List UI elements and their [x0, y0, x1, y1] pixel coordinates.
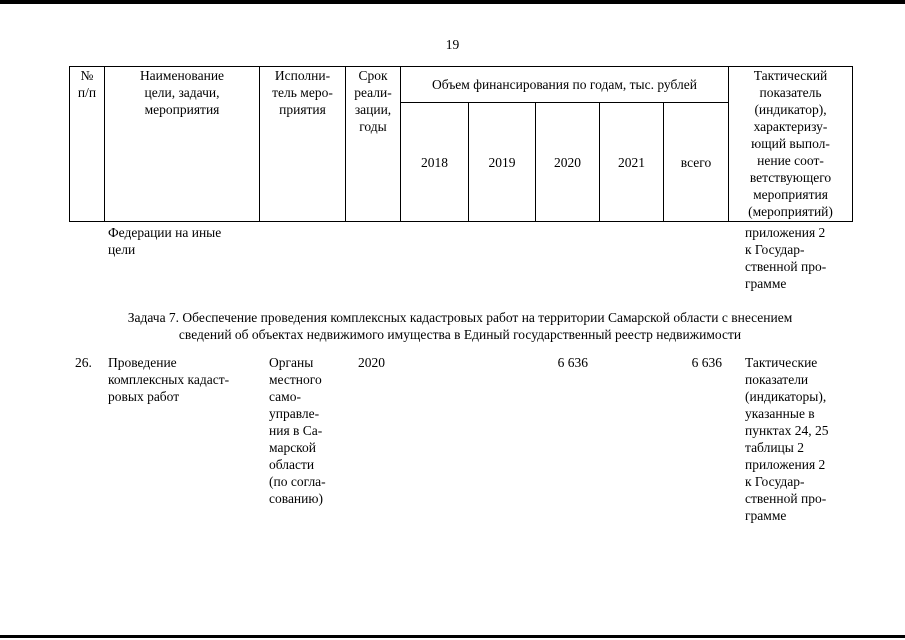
page-number: 19 — [445, 37, 460, 52]
row26-indicator: Тактические показатели (индикаторы), указанные в пунктах 24, 25 таблицы 2 приложения 2 к Государ- ственной про- грамме — [745, 355, 829, 523]
top-border-rule — [0, 0, 905, 4]
header-financing: Объем финансирования по годам, тыс. рублей — [401, 67, 729, 103]
row26-name: Проведение комплексных кадаст- ровых работ — [108, 355, 230, 404]
header-total: всего — [664, 103, 729, 222]
continuation-indicator: приложения 2 к Государ- ственной про- грамме — [745, 225, 827, 291]
header-year-2019: 2019 — [469, 103, 536, 222]
header-year-2020: 2020 — [536, 103, 600, 222]
table-header — [69, 66, 853, 222]
header-year-2018: 2018 — [401, 103, 469, 222]
continuation-name: Федерации на иные цели — [108, 225, 222, 257]
row26-number: 26. — [75, 355, 92, 370]
row26-executor: Органы местного само- управле- ния в Са- марской области (по согла- сованию) — [269, 355, 326, 506]
header-num: № п/п — [70, 67, 105, 222]
header-name: Наименование цели, задачи, мероприятия — [105, 67, 260, 222]
row26-financing-total: 6 636 — [691, 355, 722, 370]
header-indicator: Тактический показатель (индикатор), характеризу- ющий выпол- нение соот- ветствующего мероприятия (мероприятий) — [729, 67, 853, 222]
header-term: Срок реали- зации, годы — [346, 67, 401, 222]
row26-term: 2020 — [358, 355, 385, 370]
header-executor: Исполни- тель меро- приятия — [260, 67, 346, 222]
task-heading: Задача 7. Обеспечение проведения комплексных кадастровых работ на территории Самарской области с внесением сведений об объектах недвижимого имущества в Единый государственный реестр недвижимости — [127, 310, 793, 342]
row26-financing-2020: 6 636 — [557, 355, 588, 370]
header-year-2021: 2021 — [600, 103, 664, 222]
bottom-border-rule — [0, 635, 905, 638]
